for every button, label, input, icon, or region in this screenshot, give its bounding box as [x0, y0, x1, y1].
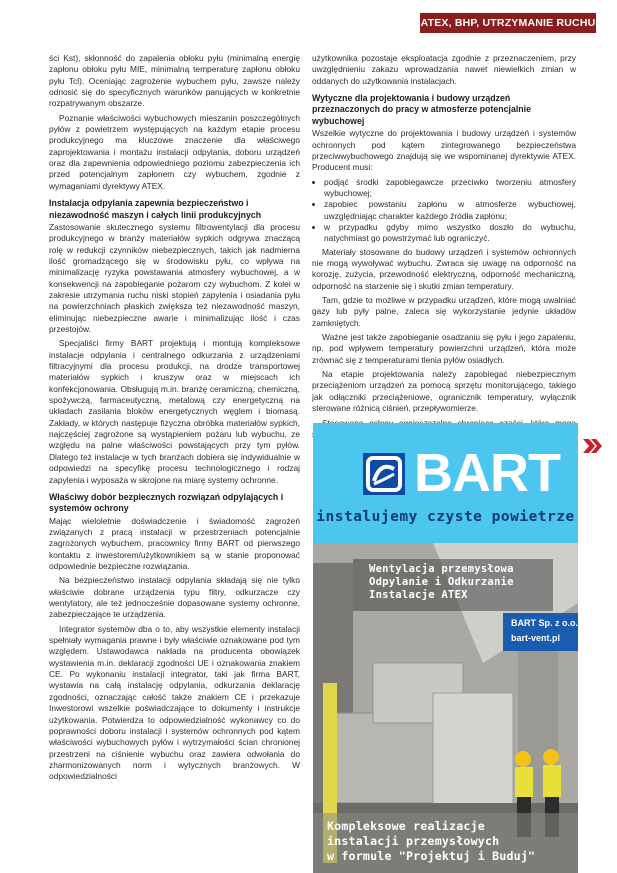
continue-arrow-icon: [581, 438, 603, 454]
left-paragraph: Zastosowanie skutecznego systemu filtrowentylacji dla procesu produkcyjnego w branży materiałów sypkich odgrywa znaczącą rolę w redukcji czynników niebezpiecznych, takich jak nadmierna ilość gromadzącego się w środowisku pyłu, co wpływa na minimalizację ryzyka powstawania atmosfery wybuchowej, a w konsekwencji na zapobieganie pożarom czy wybuchom. Z kolei w zakresie utrzymania ruchu niski stopień zapylenia i osiadania pyłu na powierzchniach płaskich zwiększa też niezawodność maszyn, eliminując niebezpieczne awarie i minimalizując ilość i czas przestojów.: [49, 221, 300, 335]
left-paragraph: Specjaliści firmy BART projektują i montują kompleksowe instalacje odpylania i centralnego odkurzania z urządzeniami filtracyjnymi dla procesu produkcji, na drodze transportowej materiałów sypkich i kruszyw oraz w miejscach ich konfekcjonowania. Obsługują m.in. branżę ceramiczną, chemiczną, spożywczą, farmaceutyczną, metalową czy energetyczną na układach zasilania bloków energetycznych węglem i biomasą. Zakłady, w których następuje fizyczna obróbka materiałów sypkich, najczęściej zagrożone są wystąpieniem pożaru lub wybuchu, ze względu na palne właściwości powstających przy tym pyłów. Dlatego też instalacje w tych branżach dobiera się indywidualnie w odpowiedzi na specyfikę procesu technologicznego i rodzaj zapylenia i wyposaża w skrojone na miarę systemy ochronne.: [49, 338, 300, 485]
ad-bottom-line: w formule "Projektuj i Buduj": [327, 849, 536, 863]
left-heading: Właściwy dobór bezpiecznych rozwiązań odpylających i systemów ochrony: [49, 491, 284, 514]
right-column: [312, 53, 576, 443]
left-paragraph: ści Kst), skłonność do zapalenia obłoku pyłu (minimalną energię zapłonu obłoku pyłu MIE, minimalną temperaturę zapłonu obłoku pyłu Tcl). Oceniając zagrożenie wybuchem pyłu, zawsze należy odnosić się do specyficznych warunków panujących w konkretnie rozpatrywanym obszarze.: [49, 53, 300, 109]
ad-bottom-line: instalacji przemysłowych: [327, 834, 500, 848]
list-item: • zapobiec powstaniu zapłonu w atmosferze wybuchowej, uwzględniając charakter każdego źródła zapłonu;: [324, 199, 576, 222]
right-heading: Wytyczne dla projektowania i budowy urządzeń przeznaczonych do pracy w atmosferze potencjalnie wybuchowej: [312, 93, 532, 126]
list-item: • w przypadku gdyby mimo wszystko doszło do wybuchu, natychmiast go powstrzymać lub ograniczyć.: [324, 222, 576, 245]
ad-slogan: instalujemy czyste powietrze: [316, 509, 575, 525]
right-paragraph: Materiały stosowane do budowy urządzeń i systemów ochronnych nie mogą wywoływać wybuchu. Zwraca się uwagę na odporność na korozję, zużycia, przewodność elektryczną, odporność mechaniczną, odporność na starzenie się i skutki zmian temperatury.: [312, 246, 576, 291]
left-paragraph: Na bezpieczeństwo instalacji odpylania składają się nie tylko właściwie dobrane urządzenia typu filtry, odkurzacze czy wentylatory, ale też jednocześnie dopasowane systemy ochronne, zabezpieczające te urządzenia.: [49, 575, 300, 620]
right-paragraph: Tam, gdzie to możliwe w przypadku urządzeń, które mogą uwalniać gazy lub pyły palne, zaleca się wykorzystanie jedynie układów zamkniętych.: [312, 295, 576, 328]
right-paragraph: Ważne jest także zapobieganie osadzaniu się pyłu i jego zapaleniu, np. pod wpływem temperatury powierzchni urządzeń, która może zrównać się z temperaturami tlenia pyłów osiadłych.: [312, 332, 576, 365]
bart-logo-icon: [363, 453, 405, 495]
requirements-list: [312, 177, 576, 245]
right-paragraph: użytkownika pozostaje eksploatacja zgodnie z przeznaczeniem, przy uwzględnieniu zakazu wprowadzania nawet niewielkich zmian w oddanych do użytkowania instalacjach.: [312, 53, 576, 86]
list-item: • podjąć środki zapobiegawcze przeciwko tworzeniu atmosfery wybuchowej;: [324, 177, 576, 200]
service-item: Instalacje ATEX: [369, 589, 468, 601]
right-paragraph: Na etapie projektowania należy zapobiegać niebezpiecznym przeciążeniom urządzeń za pomocą sprzętu monitorującego, takiego jak odłączniki przeciążeniowe, ogranicznik temperatury, wyłącznik sterowane różnicą ciśnień, przepływomierze.: [312, 369, 576, 414]
left-column: [49, 53, 300, 786]
left-paragraph: Integrator systemów dba o to, aby wszystkie elementy instalacji spełniały wymagania prawne i były właściwie oznakowane pod tym względem. Ustawodawca nakłada na producenta obowiązek wystawienia m.in. deklaracji zgodności UE i oznakowania znakiem CE. Po wykonaniu instalacji integrator, taki jak firma BART, wystawia na całą instalację odpylania, odkurzania deklarację zgodności, oznaczając całość także znakiem CE i przekazuje Inwestorowi wszelkie poświadczające to dokumenty i instrukcje użytkowania. Potwierdza to odpowiedzialność wykonawcy co do poprawności doboru instalacji i systemów ochronnych pod kątem właściwości wybuchowych pyłów i wytrzymałości ścian chronionej przestrzeni na ciśnienie wybuchu oraz zawiera odwołania do zharmonizowanych norm i wytycznych branżowych. W odpowiedzialności: [49, 623, 300, 782]
company-name: BART Sp. z o.o.: [511, 618, 578, 628]
left-paragraph: Poznanie właściwości wybuchowych mieszanin poszczególnych pyłów z powietrzem występujących na każdym etapie procesu produkcyjnego ma kluczowe znaczenie dla właściwego zaprojektowania i montażu instalacji odpylania, doboru urządzeń oraz dla zapewnienia odpowiedniego poziomu zabezpieczenia ich przed potencjalnym zapłonem czy wybuchem, zgodnie z wymaganiami dyrektywy ATEX.: [49, 112, 300, 191]
service-item: Wentylacja przemysłowa: [369, 563, 514, 575]
company-box: [503, 613, 578, 651]
bart-advertisement: [313, 423, 578, 873]
left-heading: Instalacja odpylania zapewnia bezpieczeństwo i niezawodność maszyn i całych linii produkcyjnych: [49, 198, 262, 220]
bart-logo-text: BART: [414, 443, 560, 503]
right-paragraph: Wszelkie wytyczne do projektowania i budowy urządzeń i systemów ochronnych pod kątem zintegrowanego bezpieczeństwa przeciwwybuchowego znajdują się we wspominanej dyrektywie ATEX. Producent musi:: [312, 128, 576, 173]
left-paragraph: Mając wieloletnie doświadczenie i świadomość zagrożeń związanych z pracą instalacji w przestrzeniach potencjalnie zagrożonych wybuchem, pracownicy firmy BART od pierwszego kontaktu z inwestorem/użytkownikiem są w stanie proponować odpowiednie bezpieczne rozwiązania.: [49, 515, 300, 572]
ad-bottom-line: Kompleksowe realizacje: [327, 819, 485, 833]
service-item: Odpylanie i Odkurzanie: [369, 576, 514, 588]
company-website: bart-vent.pl: [511, 633, 561, 643]
section-header: ATEX, BHP, UTRZYMANIE RUCHU: [420, 13, 596, 33]
